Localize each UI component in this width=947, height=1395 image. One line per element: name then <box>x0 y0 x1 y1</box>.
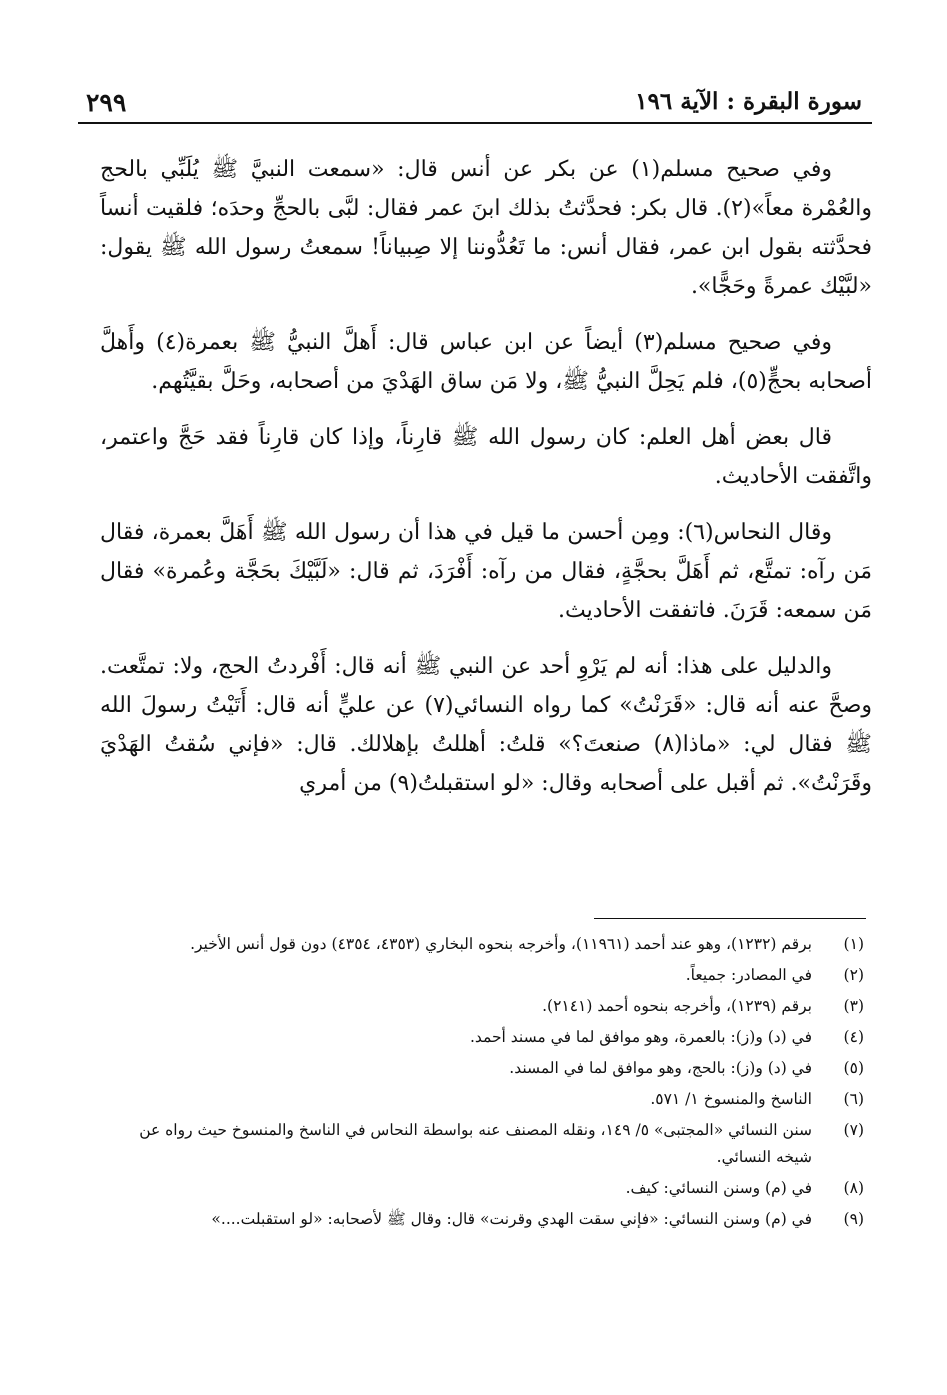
footnote <box>110 993 864 1020</box>
footnote <box>110 1024 864 1051</box>
footnote <box>110 1055 864 1082</box>
footnote <box>110 931 864 958</box>
paragraph: قال بعض أهل العلم: كان رسول الله ﷺ قارِناً، وإذا كان قارِناً فقد حَجَّ واعتمر، واتَّفقت الأحاديث. <box>100 425 872 489</box>
page-number: ٢٩٩ <box>86 88 127 117</box>
footnote-number: (١) <box>843 935 864 953</box>
main-text <box>100 150 872 820</box>
footnote <box>110 1175 864 1202</box>
footnote <box>110 1206 864 1233</box>
footnote-number: (٨) <box>843 1179 864 1197</box>
footnote-text: في المصادر: جميعاً. <box>685 966 812 984</box>
footnote <box>110 1086 864 1113</box>
footnote-number: (٢) <box>843 966 864 984</box>
footnote-divider <box>594 918 866 919</box>
paragraph: وفي صحيح مسلم(٣) أيضاً عن ابن عباس قال: أَهلَّ النبيُّ ﷺ بعمرة(٤) وأَهلَّ أصحابه بحجٍّ(٥)، فلم يَحِلَّ النبيُّ ﷺ، ولا مَن ساق الهَدْيَ من أصحابه، وحَلَّ بقيَّتُهم. <box>100 330 872 394</box>
footnote <box>110 962 864 989</box>
running-header-title: سورة البقرة : الآية ١٩٦ <box>635 88 862 115</box>
page-header <box>60 86 872 124</box>
footnote-text: سنن النسائي «المجتبى» ٥/ ١٤٩، ونقله المصنف عنه بواسطة النحاس في الناسخ والمنسوخ حيث رواه عن شيخه النسائي. <box>139 1121 812 1166</box>
paragraph: وقال النحاس(٦): ومِن أحسن ما قيل في هذا أن رسول الله ﷺ أَهَلَّ بعمرة، فقال مَن رآه: تمتَّع، ثم أَهَلَّ بحجَّةٍ، فقال من رآه: أَفْرَدَ، ثم قال: «لَبَّيْكَ بحَجَّة وعُمرة» فقال مَن سمعه: قَرَنَ. فاتفقت الأحاديث. <box>100 520 872 623</box>
footnote-text: في (د) و(ز): بالحج، وهو موافق لما في المسند. <box>509 1059 812 1077</box>
footnote-number: (٤) <box>843 1028 864 1046</box>
footnote-text: في (د) و(ز): بالعمرة، وهو موافق لما في مسند أحمد. <box>469 1028 812 1046</box>
footnote-text: برقم (١٢٣٩)، وأخرجه بنحوه أحمد (٢١٤١). <box>542 997 812 1015</box>
footnote-number: (٣) <box>843 997 864 1015</box>
footnote-text: الناسخ والمنسوخ ١/ ٥٧١. <box>650 1090 812 1108</box>
footnote-text: برقم (١٢٣٢)، وهو عند أحمد (١١٩٦١)، وأخرجه بنحوه البخاري (٤٣٥٣، ٤٣٥٤) دون قول أنس الأخير. <box>190 935 812 953</box>
footnote-number: (٦) <box>843 1090 864 1108</box>
footnote-text: في (م) وسنن النسائي: كيف. <box>625 1179 812 1197</box>
footnote-text: في (م) وسنن النسائي: «فإني سقت الهدي وقرنت» قال: وقال ﷺ لأصحابه: «لو استقبلت....» <box>211 1210 812 1228</box>
paragraph: وفي صحيح مسلم(١) عن بكر عن أنس قال: «سمعت النبيَّ ﷺ يُلَبِّي بالحج والعُمْرة معاً»(٢). قال بكر: فحدَّثتُ بذلك ابنَ عمر فقال: لبَّى بالحجِّ وحدَه؛ فلقيت أنساً فحدَّثته بقول ابن عمر، فقال أنس: ما تَعُدُّوننا إلا صِبياناً! سمعتُ رسول الله ﷺ يقول: «لبَّيْك عمرةً وحَجًّا». <box>100 157 873 299</box>
paragraph: والدليل على هذا: أنه لم يَرْوِ أحد عن النبي ﷺ أنه قال: أَفْردتُ الحج، ولا: تمتَّعت. وصحَّ عنه أنه قال: «قَرَنْتُ» كما رواه النسائي(٧) عن عليٍّ أنه قال: أَتَيْتُ رسولَ الله ﷺ فقال لي: «ماذا(٨) صنعتَ؟» قلتُ: أهللتُ بإهلالك. قال: «فإني سُقتُ الهَدْيَ وقَرَنْتُ». ثم أقبل على أصحابه وقال: «لو استقبلتُ(٩) من أمري <box>100 654 872 796</box>
footnote-number: (٥) <box>843 1059 864 1077</box>
footnote-number: (٧) <box>843 1121 864 1139</box>
footnote-number: (٩) <box>843 1210 864 1228</box>
book-page <box>60 0 872 1395</box>
header-divider <box>78 122 872 124</box>
footnotes <box>110 931 864 1237</box>
footnote <box>110 1117 864 1171</box>
